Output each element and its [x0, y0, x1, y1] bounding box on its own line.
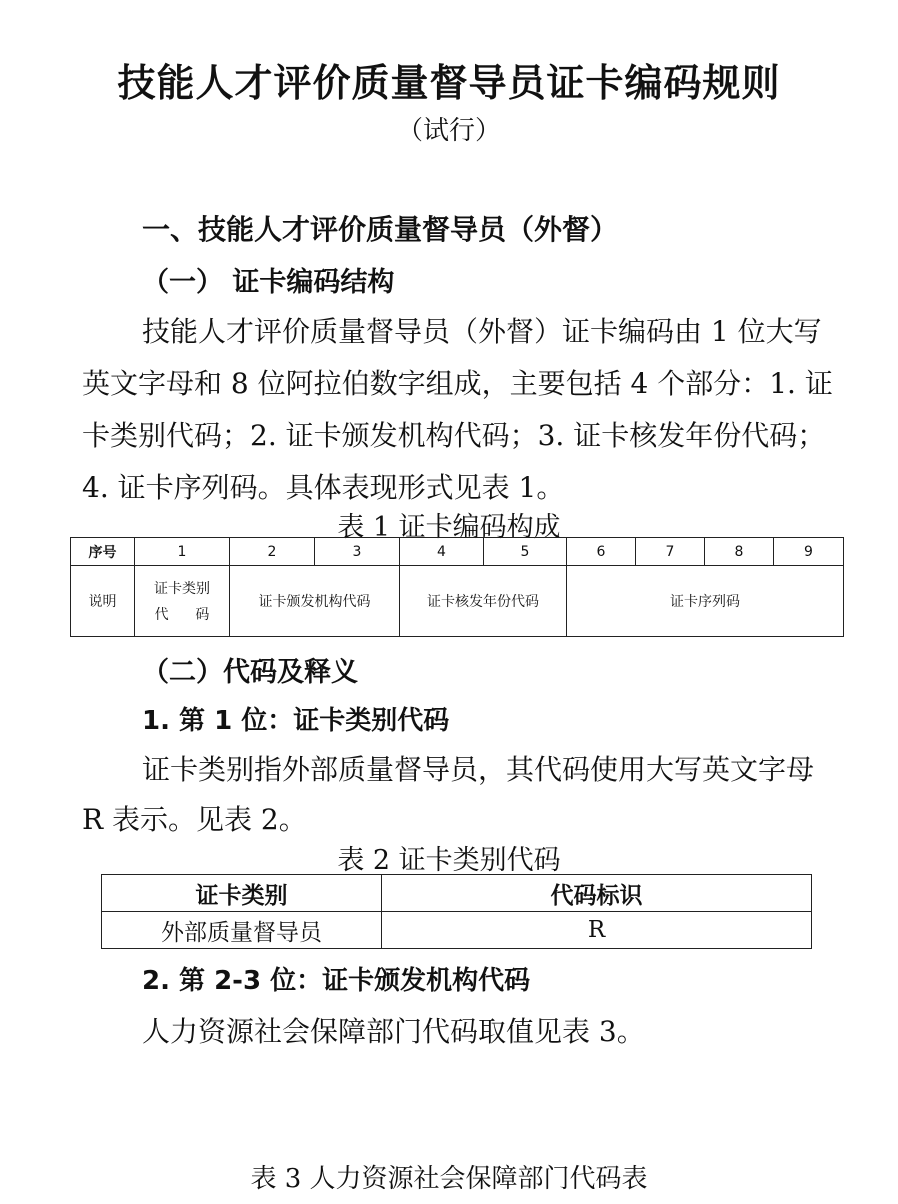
table-header-row [71, 538, 844, 566]
section-heading-1: 一、技能人才评价质量督导员（外督） [142, 213, 619, 246]
category-code-line: 代 码 [154, 607, 210, 623]
document-subtitle: （试行） [396, 116, 501, 146]
table-header-row [102, 875, 812, 912]
position-cell: 4 [400, 538, 484, 566]
table-row [102, 912, 812, 949]
paragraph-line: 4. 证卡序列码。具体表现形式见表 1。 [82, 471, 565, 504]
paragraph-line: 技能人才评价质量督导员（外督）证卡编码由 1 位大写 [142, 315, 822, 348]
table-header-cell: 代码标识 [382, 875, 812, 912]
table-cell: 外部质量督导员 [102, 912, 382, 949]
item-heading-2: 2. 第 2-3 位：证卡颁发机构代码 [142, 966, 531, 996]
position-cell: 8 [705, 538, 774, 566]
position-cell: 7 [636, 538, 705, 566]
subsection-heading-1: （一） 证卡编码结构 [142, 267, 395, 298]
paragraph-line: R 表示。见表 2。 [82, 803, 307, 836]
table3-caption: 表 3 人力资源社会保障部门代码表 [250, 1164, 648, 1194]
table1-caption: 表 1 证卡编码构成 [337, 512, 561, 543]
position-cell: 1 [135, 538, 230, 566]
row-label-cell: 说明 [71, 566, 135, 637]
issuer-code-cell: 证卡颁发机构代码 [230, 566, 400, 637]
paragraph-line: 证卡类别指外部质量督导员，其代码使用大写英文字母 [142, 753, 815, 786]
paragraph-issuer-code: 人力资源社会保障部门代码取值见表 3。 [142, 1015, 645, 1048]
position-cell: 6 [567, 538, 636, 566]
category-code-cell [135, 566, 230, 637]
table-header-cell: 证卡类别 [102, 875, 382, 912]
table-cell: R [382, 912, 812, 949]
position-cell: 2 [230, 538, 315, 566]
document-title: 技能人才评价质量督导员证卡编码规则 [117, 60, 781, 105]
table-encoding-structure [70, 537, 844, 637]
category-code-line: 证卡类别 [154, 581, 210, 597]
year-code-cell: 证卡核发年份代码 [400, 566, 567, 637]
position-cell: 3 [315, 538, 400, 566]
position-cell: 5 [484, 538, 567, 566]
paragraph-line: 英文字母和 8 位阿拉伯数字组成，主要包括 4 个部分：1. 证 [82, 367, 833, 400]
subsection-heading-2: （二）代码及释义 [142, 657, 358, 688]
item-heading-1: 1. 第 1 位：证卡类别代码 [142, 706, 450, 736]
table-row [71, 566, 844, 637]
position-cell: 9 [774, 538, 844, 566]
table-header-cell: 序号 [71, 538, 135, 566]
table2-caption: 表 2 证卡类别代码 [337, 845, 561, 876]
table-category-code [101, 874, 812, 949]
paragraph-line: 卡类别代码；2. 证卡颁发机构代码；3. 证卡核发年份代码； [82, 419, 826, 452]
serial-code-cell: 证卡序列码 [567, 566, 844, 637]
